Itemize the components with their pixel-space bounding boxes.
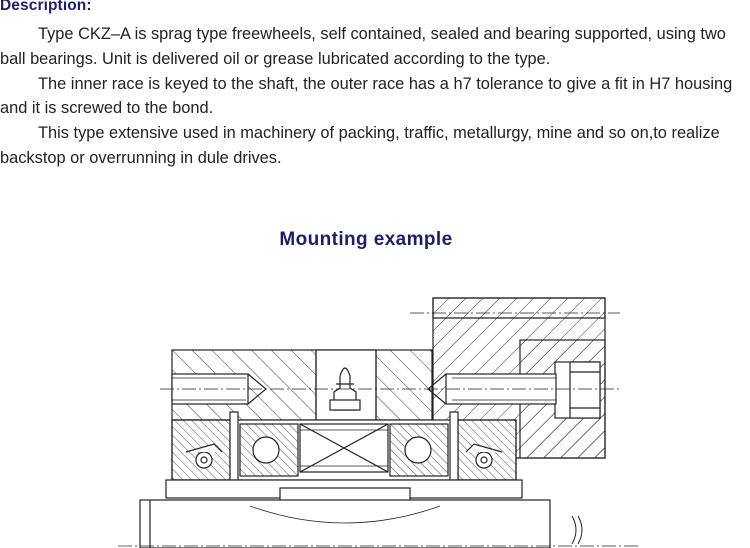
description-line-4: and it is screwed to the bond. — [0, 99, 214, 118]
bearing-section — [172, 412, 516, 480]
description-line-1: Type CKZ–A is sprag type freewheels, self contained, sealed and bearing supported, using two — [38, 25, 726, 43]
description-body — [0, 22, 750, 171]
inner-race-and-shaft — [140, 480, 582, 548]
description-heading: Description: — [0, 0, 92, 14]
description-line-2: ball bearings. Unit is delivered oil or grease lubricated according to the type. — [0, 49, 551, 68]
mounting-example-title: Mounting example — [279, 229, 453, 250]
description-line-6: backstop or overrunning in dule drives. — [0, 148, 282, 167]
description-line-3: The inner race is keyed to the shaft, the outer race has a h7 tolerance to give a fit in H7 housing — [38, 74, 733, 93]
mounting-drawing — [0, 290, 750, 548]
description-line-5: This type extensive used in machinery of packing, traffic, metallurgy, mine and so on,to realize — [38, 124, 720, 143]
